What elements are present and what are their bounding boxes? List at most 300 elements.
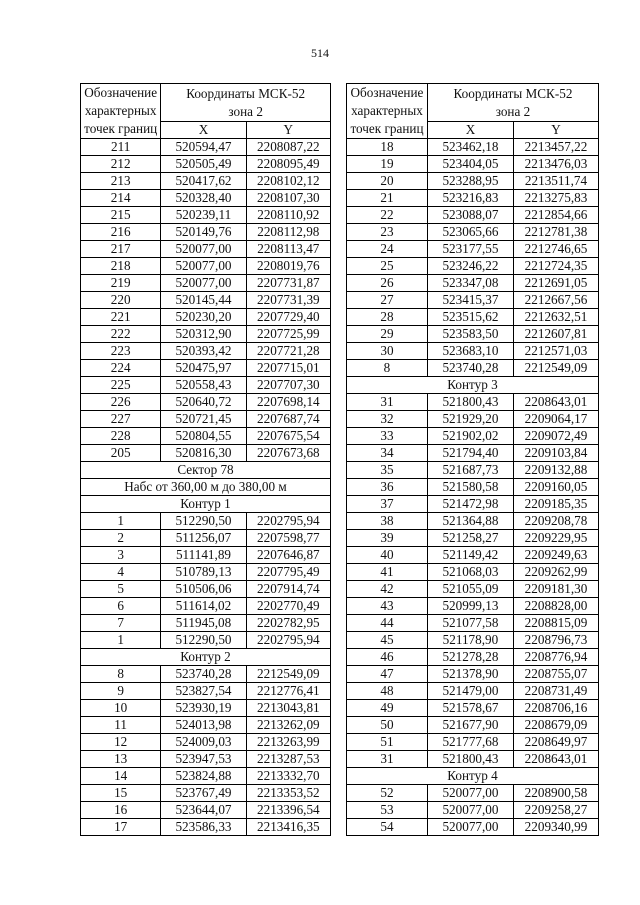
table-row [81, 615, 331, 632]
point-id-cell: 31 [347, 394, 428, 411]
x-coordinate-cell: 521258,27 [427, 530, 513, 547]
x-coordinate-cell: 520145,44 [161, 292, 246, 309]
x-coordinate-cell: 521149,42 [427, 547, 513, 564]
point-id-cell: 52 [347, 785, 428, 802]
section-row [347, 377, 599, 394]
x-coordinate-cell: 510789,13 [161, 564, 246, 581]
point-id-cell: 40 [347, 547, 428, 564]
designation-header-line2: характерных [351, 103, 423, 118]
x-coordinate-cell: 521580,58 [427, 479, 513, 496]
y-coordinate-cell: 2208828,00 [513, 598, 598, 615]
x-header: X [427, 122, 513, 139]
table-row [347, 258, 599, 275]
table-row [81, 394, 331, 411]
y-coordinate-cell: 2207715,01 [246, 360, 330, 377]
x-coordinate-cell: 523515,62 [427, 309, 513, 326]
point-id-cell: 221 [81, 309, 161, 326]
table-row [81, 666, 331, 683]
y-coordinate-cell: 2209072,49 [513, 428, 598, 445]
table-row [347, 479, 599, 496]
y-coordinate-cell: 2207687,74 [246, 411, 330, 428]
page-number: 514 [311, 46, 329, 60]
x-coordinate-cell: 523767,49 [161, 785, 246, 802]
point-id-cell: 3 [81, 547, 161, 564]
section-row [347, 768, 599, 785]
point-id-cell: 8 [347, 360, 428, 377]
x-coordinate-cell: 521902,02 [427, 428, 513, 445]
y-header: Y [513, 122, 598, 139]
point-id-cell: 205 [81, 445, 161, 462]
point-id-cell: 48 [347, 683, 428, 700]
designation-header-line2: характерных [84, 103, 157, 118]
table-row [81, 581, 331, 598]
y-coordinate-cell: 2208643,01 [513, 394, 598, 411]
x-coordinate-cell: 511256,07 [161, 530, 246, 547]
section-row [81, 496, 331, 513]
x-coordinate-cell: 520417,62 [161, 173, 246, 190]
point-id-cell: 49 [347, 700, 428, 717]
point-id-cell: 37 [347, 496, 428, 513]
y-coordinate-cell: 2209208,78 [513, 513, 598, 530]
point-id-cell: 219 [81, 275, 161, 292]
y-coordinate-cell: 2208087,22 [246, 139, 330, 156]
y-coordinate-cell: 2212724,35 [513, 258, 598, 275]
y-coordinate-cell: 2209064,17 [513, 411, 598, 428]
x-coordinate-cell: 521777,68 [427, 734, 513, 751]
table-row [347, 513, 599, 530]
x-coordinate-cell: 521929,20 [427, 411, 513, 428]
section-row [81, 462, 331, 479]
table-row [347, 734, 599, 751]
x-coordinate-cell: 520077,00 [427, 819, 513, 836]
point-id-cell: 31 [347, 751, 428, 768]
point-id-cell: 222 [81, 326, 161, 343]
point-id-cell: 26 [347, 275, 428, 292]
designation-header [81, 84, 161, 139]
point-id-cell: 224 [81, 360, 161, 377]
section-label: Набс от 360,00 м до 380,00 м [81, 479, 331, 496]
x-coordinate-cell: 523088,07 [427, 207, 513, 224]
x-coordinate-cell: 523824,88 [161, 768, 246, 785]
point-id-cell: 34 [347, 445, 428, 462]
y-coordinate-cell: 2207795,49 [246, 564, 330, 581]
x-coordinate-cell: 523246,22 [427, 258, 513, 275]
table-row [81, 428, 331, 445]
point-id-cell: 33 [347, 428, 428, 445]
point-id-cell: 18 [347, 139, 428, 156]
y-coordinate-cell: 2209103,84 [513, 445, 598, 462]
x-coordinate-cell: 520475,97 [161, 360, 246, 377]
point-id-cell: 227 [81, 411, 161, 428]
designation-header-line1: Обозначение [84, 85, 158, 100]
table-row [347, 173, 599, 190]
table-row [81, 751, 331, 768]
y-coordinate-cell: 2202782,95 [246, 615, 330, 632]
y-coordinate-cell: 2209132,88 [513, 462, 598, 479]
table-row [347, 785, 599, 802]
point-id-cell: 24 [347, 241, 428, 258]
point-id-cell: 14 [81, 768, 161, 785]
point-id-cell: 216 [81, 224, 161, 241]
y-coordinate-cell: 2213353,52 [246, 785, 330, 802]
section-row [81, 649, 331, 666]
table-row [347, 326, 599, 343]
table-row [347, 819, 599, 836]
table-row [347, 683, 599, 700]
table-row [347, 190, 599, 207]
table-row [81, 700, 331, 717]
table-row [347, 598, 599, 615]
coords-header [161, 84, 331, 122]
x-coordinate-cell: 521472,98 [427, 496, 513, 513]
table-row [347, 275, 599, 292]
y-coordinate-cell: 2209181,30 [513, 581, 598, 598]
designation-header-line1: Обозначение [350, 85, 424, 100]
y-coordinate-cell: 2208107,30 [246, 190, 330, 207]
x-coordinate-cell: 520077,00 [427, 785, 513, 802]
table-row [81, 156, 331, 173]
point-id-cell: 23 [347, 224, 428, 241]
x-coordinate-cell: 520640,72 [161, 394, 246, 411]
y-coordinate-cell: 2207731,39 [246, 292, 330, 309]
table-row [347, 241, 599, 258]
x-coordinate-cell: 520816,30 [161, 445, 246, 462]
table-row [81, 819, 331, 836]
y-coordinate-cell: 2212549,09 [246, 666, 330, 683]
y-coordinate-cell: 2213457,22 [513, 139, 598, 156]
x-coordinate-cell: 520393,42 [161, 343, 246, 360]
table-row [81, 802, 331, 819]
table-row [347, 360, 599, 377]
point-id-cell: 4 [81, 564, 161, 581]
point-id-cell: 51 [347, 734, 428, 751]
x-coordinate-cell: 520312,90 [161, 326, 246, 343]
point-id-cell: 43 [347, 598, 428, 615]
x-coordinate-cell: 520594,47 [161, 139, 246, 156]
point-id-cell: 30 [347, 343, 428, 360]
x-coordinate-cell: 523740,28 [161, 666, 246, 683]
table-row [347, 581, 599, 598]
x-coordinate-cell: 523683,10 [427, 343, 513, 360]
y-coordinate-cell: 2208755,07 [513, 666, 598, 683]
point-id-cell: 12 [81, 734, 161, 751]
y-coordinate-cell: 2208815,09 [513, 615, 598, 632]
point-id-cell: 36 [347, 479, 428, 496]
point-id-cell: 212 [81, 156, 161, 173]
y-coordinate-cell: 2209160,05 [513, 479, 598, 496]
table-row [81, 564, 331, 581]
y-coordinate-cell: 2202795,94 [246, 513, 330, 530]
point-id-cell: 32 [347, 411, 428, 428]
table-row [347, 309, 599, 326]
x-coordinate-cell: 523216,83 [427, 190, 513, 207]
x-coordinate-cell: 523462,18 [427, 139, 513, 156]
y-coordinate-cell: 2213263,99 [246, 734, 330, 751]
table-row [347, 445, 599, 462]
x-coordinate-cell: 523404,05 [427, 156, 513, 173]
y-coordinate-cell: 2208649,97 [513, 734, 598, 751]
y-coordinate-cell: 2208095,49 [246, 156, 330, 173]
point-id-cell: 217 [81, 241, 161, 258]
point-id-cell: 1 [81, 513, 161, 530]
x-coordinate-cell: 520077,00 [161, 275, 246, 292]
x-coordinate-cell: 521178,90 [427, 632, 513, 649]
y-coordinate-cell: 2212746,65 [513, 241, 598, 258]
point-id-cell: 6 [81, 598, 161, 615]
y-coordinate-cell: 2209258,27 [513, 802, 598, 819]
y-coordinate-cell: 2207725,99 [246, 326, 330, 343]
table-row [81, 683, 331, 700]
y-coordinate-cell: 2208102,12 [246, 173, 330, 190]
y-coordinate-cell: 2212607,81 [513, 326, 598, 343]
y-coordinate-cell: 2212854,66 [513, 207, 598, 224]
y-coordinate-cell: 2208900,58 [513, 785, 598, 802]
table-row [81, 445, 331, 462]
point-id-cell: 226 [81, 394, 161, 411]
coordinates-table-right [346, 83, 599, 836]
table-row [81, 275, 331, 292]
x-coordinate-cell: 520077,00 [161, 258, 246, 275]
x-coordinate-cell: 521479,00 [427, 683, 513, 700]
y-coordinate-cell: 2208643,01 [513, 751, 598, 768]
section-row [81, 479, 331, 496]
x-coordinate-cell: 521677,90 [427, 717, 513, 734]
point-id-cell: 47 [347, 666, 428, 683]
table-row [347, 802, 599, 819]
y-coordinate-cell: 2208110,92 [246, 207, 330, 224]
y-coordinate-cell: 2208113,47 [246, 241, 330, 258]
point-id-cell: 29 [347, 326, 428, 343]
point-id-cell: 10 [81, 700, 161, 717]
y-coordinate-cell: 2213275,83 [513, 190, 598, 207]
y-coordinate-cell: 2207598,77 [246, 530, 330, 547]
x-coordinate-cell: 523930,19 [161, 700, 246, 717]
designation-header [347, 84, 428, 139]
table-row [81, 173, 331, 190]
x-header: X [161, 122, 246, 139]
table-row [347, 632, 599, 649]
coords-header-line1: Координаты МСК-52 [186, 85, 306, 101]
y-coordinate-cell: 2212776,41 [246, 683, 330, 700]
point-id-cell: 218 [81, 258, 161, 275]
y-coordinate-cell: 2209262,99 [513, 564, 598, 581]
x-coordinate-cell: 520328,40 [161, 190, 246, 207]
section-label: Контур 3 [347, 377, 599, 394]
point-id-cell: 11 [81, 717, 161, 734]
table-row [347, 462, 599, 479]
y-coordinate-cell: 2209185,35 [513, 496, 598, 513]
table-row [81, 360, 331, 377]
y-header: Y [246, 122, 330, 139]
table-row [81, 547, 331, 564]
table-row [81, 411, 331, 428]
x-coordinate-cell: 510506,06 [161, 581, 246, 598]
table-row [81, 343, 331, 360]
x-coordinate-cell: 521278,28 [427, 649, 513, 666]
table-row [347, 139, 599, 156]
y-coordinate-cell: 2208019,76 [246, 258, 330, 275]
y-coordinate-cell: 2209229,95 [513, 530, 598, 547]
point-id-cell: 21 [347, 190, 428, 207]
x-coordinate-cell: 521578,67 [427, 700, 513, 717]
x-coordinate-cell: 523288,95 [427, 173, 513, 190]
table-row [347, 343, 599, 360]
x-coordinate-cell: 521068,03 [427, 564, 513, 581]
x-coordinate-cell: 512290,50 [161, 513, 246, 530]
y-coordinate-cell: 2208796,73 [513, 632, 598, 649]
point-id-cell: 1 [81, 632, 161, 649]
table-row [347, 428, 599, 445]
x-coordinate-cell: 523947,53 [161, 751, 246, 768]
coordinates-table-right-body [347, 84, 599, 836]
x-coordinate-cell: 520505,49 [161, 156, 246, 173]
table-row [347, 411, 599, 428]
x-coordinate-cell: 523740,28 [427, 360, 513, 377]
y-coordinate-cell: 2212632,51 [513, 309, 598, 326]
point-id-cell: 214 [81, 190, 161, 207]
y-coordinate-cell: 2213416,35 [246, 819, 330, 836]
table-row [347, 530, 599, 547]
table-row [81, 258, 331, 275]
point-id-cell: 215 [81, 207, 161, 224]
coords-header [427, 84, 598, 122]
point-id-cell: 46 [347, 649, 428, 666]
table-row [347, 224, 599, 241]
point-id-cell: 5 [81, 581, 161, 598]
coords-header-line2: зона 2 [228, 103, 263, 119]
x-coordinate-cell: 520230,20 [161, 309, 246, 326]
x-coordinate-cell: 520999,13 [427, 598, 513, 615]
point-id-cell: 41 [347, 564, 428, 581]
table-row [347, 564, 599, 581]
table-row [347, 751, 599, 768]
point-id-cell: 50 [347, 717, 428, 734]
section-label: Контур 4 [347, 768, 599, 785]
y-coordinate-cell: 2207721,28 [246, 343, 330, 360]
table-row [81, 190, 331, 207]
table-row [347, 666, 599, 683]
y-coordinate-cell: 2212691,05 [513, 275, 598, 292]
section-label: Контур 2 [81, 649, 331, 666]
table-row [81, 241, 331, 258]
point-id-cell: 9 [81, 683, 161, 700]
y-coordinate-cell: 2213262,09 [246, 717, 330, 734]
point-id-cell: 28 [347, 309, 428, 326]
table-row [81, 598, 331, 615]
x-coordinate-cell: 520077,00 [427, 802, 513, 819]
x-coordinate-cell: 520077,00 [161, 241, 246, 258]
table-row [347, 615, 599, 632]
y-coordinate-cell: 2202770,49 [246, 598, 330, 615]
x-coordinate-cell: 523583,50 [427, 326, 513, 343]
point-id-cell: 7 [81, 615, 161, 632]
y-coordinate-cell: 2212571,03 [513, 343, 598, 360]
table-row [81, 632, 331, 649]
table-row [81, 785, 331, 802]
table-row [81, 734, 331, 751]
y-coordinate-cell: 2208731,49 [513, 683, 598, 700]
point-id-cell: 45 [347, 632, 428, 649]
table-row [81, 207, 331, 224]
y-coordinate-cell: 2208706,16 [513, 700, 598, 717]
y-coordinate-cell: 2209249,63 [513, 547, 598, 564]
x-coordinate-cell: 521055,09 [427, 581, 513, 598]
y-coordinate-cell: 2208776,94 [513, 649, 598, 666]
point-id-cell: 35 [347, 462, 428, 479]
designation-header-line3: точек границ [350, 121, 424, 136]
point-id-cell: 211 [81, 139, 161, 156]
x-coordinate-cell: 511945,08 [161, 615, 246, 632]
table-row [81, 292, 331, 309]
y-coordinate-cell: 2207914,74 [246, 581, 330, 598]
x-coordinate-cell: 524009,03 [161, 734, 246, 751]
table-row [81, 377, 331, 394]
table-row [347, 394, 599, 411]
point-id-cell: 22 [347, 207, 428, 224]
table-row [347, 292, 599, 309]
table-row [81, 326, 331, 343]
point-id-cell: 8 [81, 666, 161, 683]
y-coordinate-cell: 2213043,81 [246, 700, 330, 717]
point-id-cell: 17 [81, 819, 161, 836]
x-coordinate-cell: 511614,02 [161, 598, 246, 615]
y-coordinate-cell: 2207731,87 [246, 275, 330, 292]
y-coordinate-cell: 2213396,54 [246, 802, 330, 819]
x-coordinate-cell: 520558,43 [161, 377, 246, 394]
x-coordinate-cell: 523586,33 [161, 819, 246, 836]
x-coordinate-cell: 523177,55 [427, 241, 513, 258]
y-coordinate-cell: 2207675,54 [246, 428, 330, 445]
point-id-cell: 38 [347, 513, 428, 530]
point-id-cell: 53 [347, 802, 428, 819]
point-id-cell: 225 [81, 377, 161, 394]
y-coordinate-cell: 2212781,38 [513, 224, 598, 241]
table-row [347, 496, 599, 513]
y-coordinate-cell: 2207698,14 [246, 394, 330, 411]
table-row [347, 547, 599, 564]
y-coordinate-cell: 2207729,40 [246, 309, 330, 326]
x-coordinate-cell: 520804,55 [161, 428, 246, 445]
table-row [81, 530, 331, 547]
x-coordinate-cell: 521794,40 [427, 445, 513, 462]
x-coordinate-cell: 523827,54 [161, 683, 246, 700]
point-id-cell: 223 [81, 343, 161, 360]
coordinates-table-left-body [81, 84, 331, 836]
y-coordinate-cell: 2202795,94 [246, 632, 330, 649]
section-label: Контур 1 [81, 496, 331, 513]
point-id-cell: 20 [347, 173, 428, 190]
y-coordinate-cell: 2207673,68 [246, 445, 330, 462]
point-id-cell: 15 [81, 785, 161, 802]
y-coordinate-cell: 2213511,74 [513, 173, 598, 190]
table-row [81, 768, 331, 785]
table-row [81, 513, 331, 530]
y-coordinate-cell: 2213332,70 [246, 768, 330, 785]
coords-header-line2: зона 2 [495, 103, 531, 119]
y-coordinate-cell: 2207646,87 [246, 547, 330, 564]
coordinates-table-left [80, 83, 331, 836]
x-coordinate-cell: 524013,98 [161, 717, 246, 734]
x-coordinate-cell: 523644,07 [161, 802, 246, 819]
point-id-cell: 19 [347, 156, 428, 173]
point-id-cell: 44 [347, 615, 428, 632]
coords-header-line1: Координаты МСК-52 [453, 85, 573, 101]
point-id-cell: 39 [347, 530, 428, 547]
table-row [347, 700, 599, 717]
x-coordinate-cell: 512290,50 [161, 632, 246, 649]
y-coordinate-cell: 2212667,56 [513, 292, 598, 309]
x-coordinate-cell: 520721,45 [161, 411, 246, 428]
